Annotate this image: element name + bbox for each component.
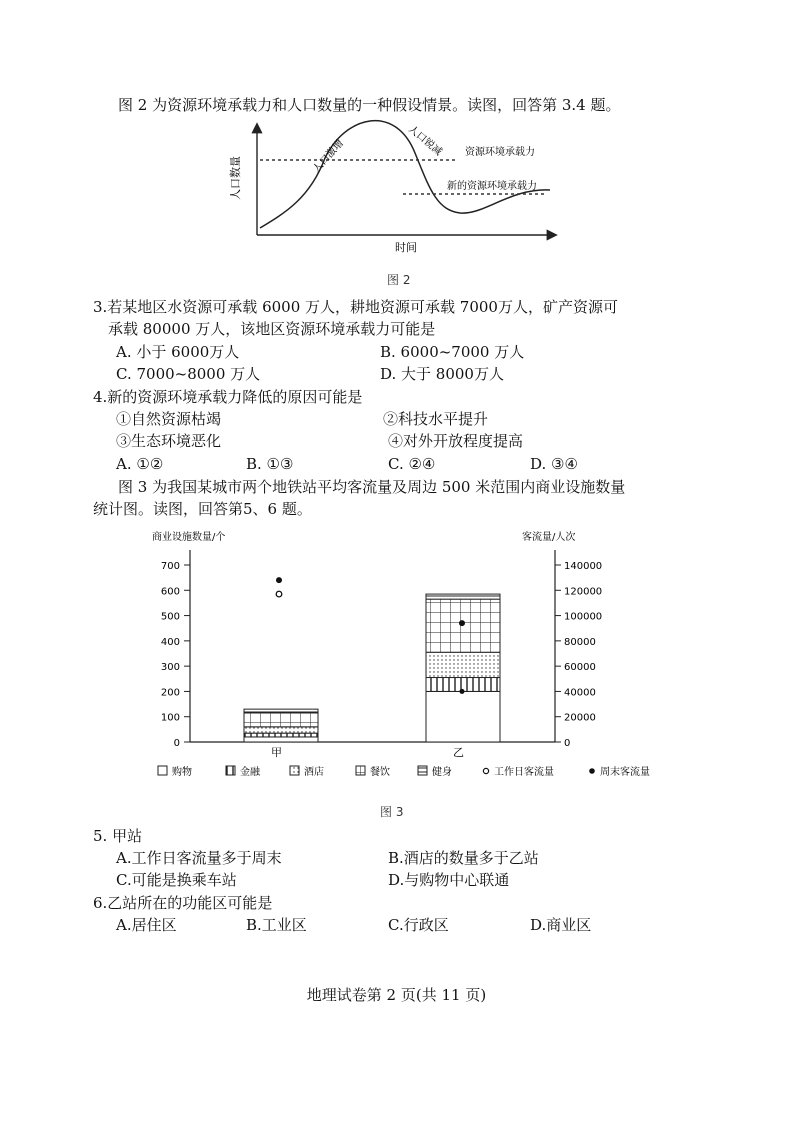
weekend-flow-point [276,577,282,583]
left-tick-label: 600 [160,586,180,598]
q5-option-b: B.酒店的数量多于乙站 [388,849,539,867]
category-label: 甲 [271,746,282,759]
chart-ylabel-right: 客流量/人次 [522,532,576,543]
q6-option-c: C.行政区 [388,916,449,934]
fig2-line2-label: 新的资源环境承载力 [447,181,537,192]
fig2-population-curve [260,121,550,228]
q4-option-b: B. ①③ [246,455,294,473]
legend-label: 周末客流量 [600,767,650,778]
chart-ylabel-left: 商业设施数量/个 [152,532,226,543]
q3-stem-line1: 3.若某地区水资源可承载 6000 万人，耕地资源可承载 7000万人，矿产资源可 [93,298,618,316]
right-tick-label: 100000 [564,611,603,623]
right-tick-label: 120000 [564,586,603,598]
fig3-intro-line1: 图 3 为我国某城市两个地铁站平均客流量及周边 500 米范围内商业设施数量 [118,478,626,496]
q3-option-d: D. 大于 8000万人 [380,365,504,383]
left-tick-label: 300 [160,662,180,674]
legend-label: 购物 [172,767,192,778]
left-tick-label: 700 [160,561,180,572]
q4-item-4: ④对外开放程度提高 [388,432,524,450]
fig2-ylabel: 人口数量 [229,156,242,200]
weekday-flow-point [276,591,282,597]
bar-segment [244,727,318,733]
fig2-xlabel: 时间 [395,241,417,254]
page-footer: 地理试卷第 2 页(共 11 页) [306,986,487,1004]
bar-segment [244,713,318,727]
legend-swatch [158,766,167,775]
legend-label: 酒店 [304,767,324,778]
q5-option-a: A.工作日客流量多于周末 [116,849,282,867]
legend-swatch [418,766,427,775]
left-tick-label: 0 [173,738,180,749]
q4-option-c: C. ②④ [388,455,436,473]
right-tick-label: 40000 [564,687,596,699]
bar-segment [426,594,500,599]
legend-swatch [356,766,365,775]
right-tick-label: 0 [564,738,571,749]
q6-option-a: A.居住区 [116,916,177,934]
q5-stem: 5. 甲站 [93,827,143,845]
category-label: 乙 [453,746,464,759]
right-tick-label: 20000 [564,712,596,724]
legend-label: 工作日客流量 [494,767,554,778]
left-tick-label: 500 [160,611,180,623]
right-tick-label: 80000 [564,636,596,648]
left-tick-label: 100 [160,712,180,724]
left-tick-label: 200 [160,687,180,699]
flow-point-marker [460,689,465,694]
q4-item-3: ③生态环境恶化 [116,432,222,450]
legend-swatch [226,766,235,775]
legend-label: 餐饮 [370,767,390,778]
chart-caption: 图 3 [380,805,404,819]
q5-option-d: D.与购物中心联通 [388,871,510,889]
bar-segment [426,652,500,677]
bar-segment [244,733,318,737]
bar-segment [244,737,318,742]
bar-segment [426,691,500,742]
figure-2 [225,118,570,293]
right-tick-label: 60000 [564,662,596,674]
q6-option-b: B.工业区 [246,916,307,934]
fig2-fall-label: 人口锐减 [406,123,444,159]
weekend-flow-point [459,620,465,626]
q4-item-2: ②科技水平提升 [383,410,489,428]
fig2-caption: 图 2 [387,273,411,287]
fig3-intro-line2: 统计图。读图，回答第5、6 题。 [93,500,312,518]
legend-weekend-marker [589,768,595,774]
q3-option-b: B. 6000~7000 万人 [380,343,525,361]
q4-option-a: A. ①② [116,455,164,473]
q4-item-1: ①自然资源枯竭 [116,410,222,428]
bar-segment [244,709,318,713]
q3-option-c: C. 7000~8000 万人 [116,365,261,383]
legend-label: 金融 [240,767,260,778]
figure-3-chart [140,522,660,827]
q3-option-a: A. 小于 6000万人 [116,343,240,361]
left-tick-label: 400 [160,636,180,648]
legend-swatch [290,766,299,775]
q5-option-c: C.可能是换乘车站 [116,871,237,889]
fig2-line1-label: 资源环境承载力 [465,147,535,158]
q4-option-d: D. ③④ [530,455,578,473]
legend-label: 健身 [432,767,452,778]
q4-stem: 4.新的资源环境承载力降低的原因可能是 [93,388,363,406]
legend-weekday-marker [483,768,488,773]
q6-option-d: D.商业区 [530,916,592,934]
right-tick-label: 140000 [564,561,603,572]
q3-stem-line2: 承载 80000 万人，该地区资源环境承载力可能是 [108,320,436,338]
q6-stem: 6.乙站所在的功能区可能是 [93,894,273,912]
fig2-rise-label: 人口激增 [311,137,346,176]
fig2-intro: 图 2 为资源环境承载力和人口数量的一种假设情景。读图，回答第 3.4 题。 [118,96,621,114]
